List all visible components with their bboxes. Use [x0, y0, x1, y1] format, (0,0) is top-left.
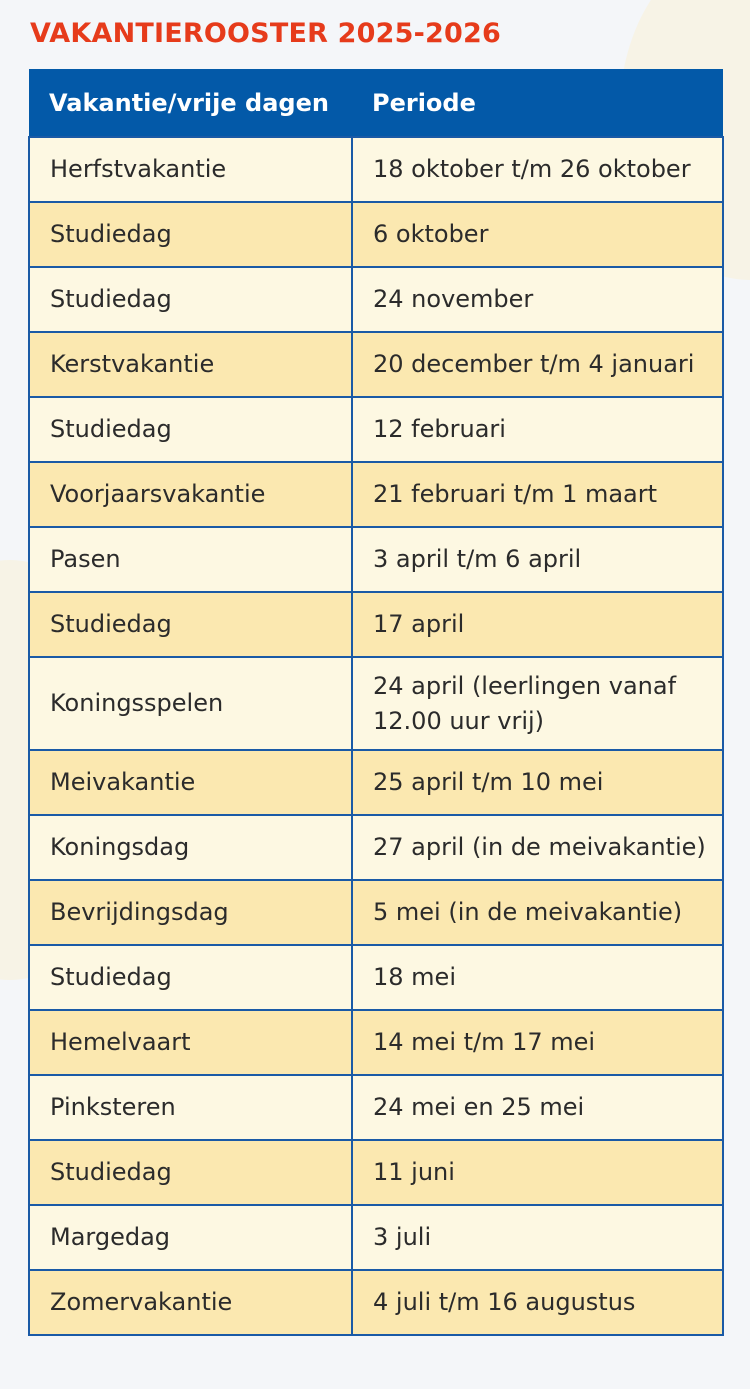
period-cell: 11 juni	[352, 1140, 723, 1205]
vacation-name-cell: Pasen	[29, 527, 352, 592]
period-cell: 21 februari t/m 1 maart	[352, 462, 723, 527]
table-row	[29, 462, 723, 527]
vacation-name-cell: Studiedag	[29, 1140, 352, 1205]
table-row	[29, 1010, 723, 1075]
vacation-name-cell: Margedag	[29, 1205, 352, 1270]
vacation-name-cell: Studiedag	[29, 202, 352, 267]
table-row	[29, 657, 723, 750]
column-header-vacation: Vakantie/vrije dagen	[29, 69, 352, 137]
period-cell: 27 april (in de meivakantie)	[352, 815, 723, 880]
period-cell: 5 mei (in de meivakantie)	[352, 880, 723, 945]
table-row	[29, 527, 723, 592]
period-cell: 24 april (leerlingen vanaf 12.00 uur vrij)	[352, 657, 723, 750]
period-cell: 18 oktober t/m 26 oktober	[352, 137, 723, 202]
table-row	[29, 592, 723, 657]
page-title: VAKANTIEROOSTER 2025-2026	[30, 18, 501, 49]
vacation-name-cell: Koningsdag	[29, 815, 352, 880]
period-cell: 17 april	[352, 592, 723, 657]
period-cell: 4 juli t/m 16 augustus	[352, 1270, 723, 1335]
table-row	[29, 332, 723, 397]
vacation-name-cell: Herfstvakantie	[29, 137, 352, 202]
period-cell: 12 februari	[352, 397, 723, 462]
vacation-name-cell: Koningsspelen	[29, 657, 352, 750]
period-cell: 3 april t/m 6 april	[352, 527, 723, 592]
period-cell: 24 november	[352, 267, 723, 332]
vacation-name-cell: Bevrijdingsdag	[29, 880, 352, 945]
vacation-name-cell: Voorjaarsvakantie	[29, 462, 352, 527]
vacation-schedule-table	[28, 69, 724, 1336]
period-cell: 25 april t/m 10 mei	[352, 750, 723, 815]
vacation-name-cell: Zomervakantie	[29, 1270, 352, 1335]
period-cell: 3 juli	[352, 1205, 723, 1270]
vacation-name-cell: Studiedag	[29, 397, 352, 462]
table-row	[29, 815, 723, 880]
table-row	[29, 880, 723, 945]
table-row	[29, 945, 723, 1010]
table-header-row	[29, 69, 723, 137]
table-row	[29, 1140, 723, 1205]
vacation-name-cell: Hemelvaart	[29, 1010, 352, 1075]
vacation-name-cell: Studiedag	[29, 945, 352, 1010]
table-row	[29, 137, 723, 202]
period-cell: 24 mei en 25 mei	[352, 1075, 723, 1140]
vacation-name-cell: Studiedag	[29, 267, 352, 332]
table-row	[29, 202, 723, 267]
vacation-name-cell: Pinksteren	[29, 1075, 352, 1140]
table-row	[29, 1270, 723, 1335]
table-row	[29, 267, 723, 332]
vacation-name-cell: Kerstvakantie	[29, 332, 352, 397]
period-cell: 20 december t/m 4 januari	[352, 332, 723, 397]
column-header-period: Periode	[352, 69, 723, 137]
table-row	[29, 750, 723, 815]
period-cell: 14 mei t/m 17 mei	[352, 1010, 723, 1075]
period-cell: 18 mei	[352, 945, 723, 1010]
table-row	[29, 1075, 723, 1140]
table-row	[29, 1205, 723, 1270]
vacation-name-cell: Meivakantie	[29, 750, 352, 815]
table-row	[29, 397, 723, 462]
vacation-name-cell: Studiedag	[29, 592, 352, 657]
period-cell: 6 oktober	[352, 202, 723, 267]
